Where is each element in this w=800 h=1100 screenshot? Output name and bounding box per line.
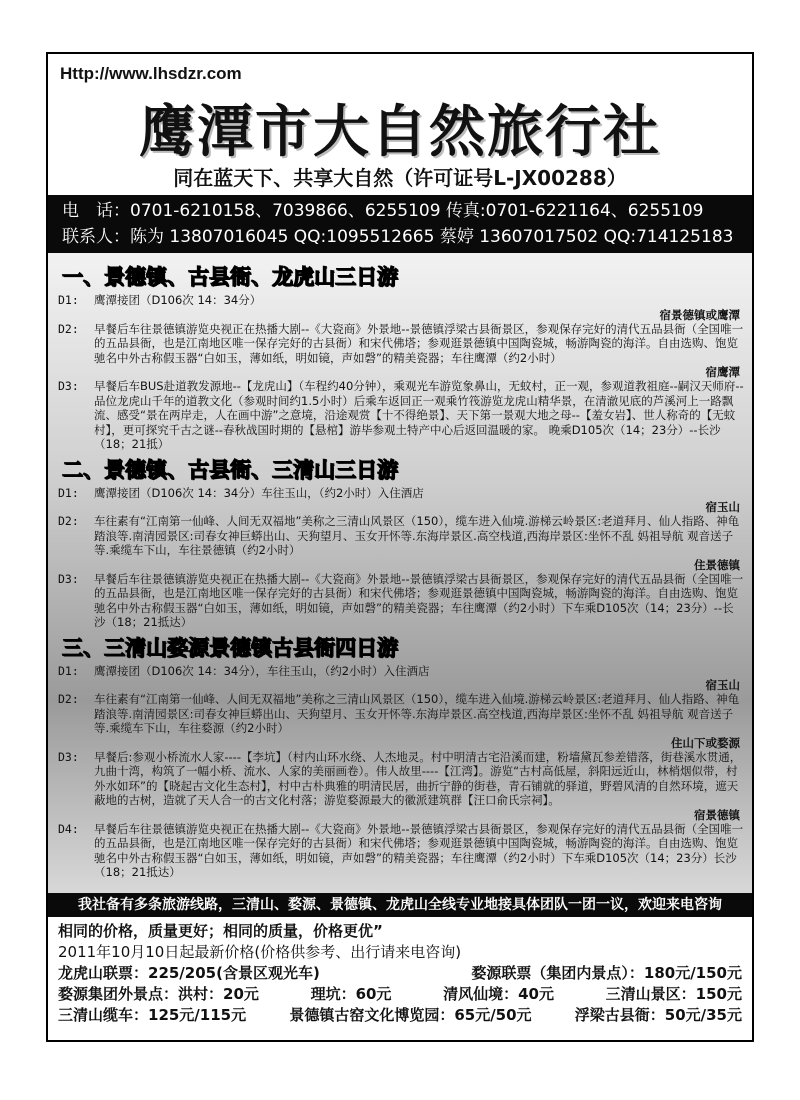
section-title: 一、景德镇、古县衙、龙虎山三日游	[62, 265, 398, 289]
price-item: 清风仙境：40元	[443, 985, 554, 1003]
day-label: D3:	[58, 749, 79, 764]
day-description: 车往素有“江南第一仙峰、人间无双福地”美称之三清山风景区（150），缆车进入仙境.游梯云岭景区:老道拜月、仙人指路、神龟踏浪等.南清园景区:司春女神巨蟒出山、天狗望月、玉女开怀等.东海岸景区.高空栈道,西海岸景区:坐怀不乱 妈祖导航 观音送子等.乘缆车下山，车往景德镇（约2小时）	[94, 514, 740, 557]
itinerary-area	[48, 253, 752, 893]
price-item: 婺源集团外景点：洪村：20元	[58, 985, 259, 1003]
contact-bar	[48, 195, 752, 253]
poster-frame	[46, 52, 754, 1042]
day-label: D1:	[58, 293, 79, 307]
overnight-note: 宿景德镇	[694, 807, 740, 822]
itinerary-day	[58, 692, 744, 736]
itinerary-day	[58, 379, 744, 452]
slogan: 同在蓝天下、共享大自然（许可证号L-JX00288）	[173, 166, 627, 190]
day-label: D4:	[58, 821, 79, 836]
day-description: 早餐后:参观小桥流水人家----【李坑】（村内山环水绕、人杰地灵。村中明清古宅沿溪而建，粉墙黛瓦参差错落，街巷溪水贯通，九曲十湾，构筑了一幅小桥、流水、人家的美丽画卷）。伟人故里----【江湾】。游览“古村高低屋，斜阳远近山，林梢烟似带，村外水如环”的【晓起古文化生态村】，村中古朴典雅的明清民居，曲折宁静的街巷，青石铺就的驿道，野碧风清的自然环境，遮天蔽地的古树，造就了天人合一的古文化村落；游览婺源最大的徽派建筑群【汪口俞氏宗祠】。	[94, 749, 742, 807]
contact-person-line: 联系人：陈为 13807016045 QQ:1095512665 蔡婷 13607017502 QQ:714125183	[62, 227, 734, 247]
day-description: 早餐后车往景德镇游览央视正在热播大剧--《大瓷商》外景地--景德镇浮梁古县衙景区，参观保存完好的清代五品县衙（全国唯一的五品县衙，也是江南地区唯一保存完好的古县衙）和宋代佛塔；参观逛景德镇中国陶瓷城，畅游陶瓷的海洋。自由选购、饱览驰名中外古称假玉器“白如玉，薄如纸，明如镜，声如磬”的精美瓷器；车往鹰潭（约2小时）下车乘D105次（14；23分）--长沙（18；21抵达）	[94, 571, 744, 629]
day-description: 鹰潭接团（D106次 14：34分）车往玉山，（约2小时）入住酒店	[94, 485, 424, 500]
day-label: D3:	[58, 379, 79, 393]
price-item: 龙虎山联票：225/205(含景区观光车)	[58, 964, 320, 982]
itinerary-day	[58, 750, 744, 808]
day-description: 鹰潭接团（D106次 14：34分）	[94, 293, 262, 307]
day-description: 鹰潭接团（D106次 14：34分），车往玉山，（约2小时）入住酒店	[94, 663, 430, 678]
day-description: 早餐后车BUS赴道教发源地--【龙虎山】（车程约40分钟），乘观光车游览象鼻山，无蚊村，正一观，参观道教祖庭--嗣汉天师府--品位龙虎山千年的道教文化（参观时间约1.5小时）后乘车返回正一观乘竹筏游览龙虎山精华景，在清澈见底的芦溪河上一路飘流、感受“景在两岸走，人在画中游”之意境，沿途观赏【十不得绝景】、天下第一景观大地之母--【羞女岩】、世人称奇的【无蚊村】，更可探究千古之谜--春秋战国时期的【悬棺】游毕参观土特产中心后返回温暖的家。 晚乘D105次（14；23分）--长沙（18；21抵）	[94, 379, 744, 451]
price-item: 三清山景区：150元	[605, 985, 742, 1003]
phone-line: 电 话：0701-6210158、7039866、6255109 传真:0701-6221164、6255109	[62, 201, 704, 221]
price-list	[48, 917, 752, 1030]
website-url[interactable]: Http://www.lhsdzr.com	[60, 64, 242, 83]
price-item: 三清山缆车：125元/115元	[58, 1006, 247, 1024]
day-label: D2:	[58, 321, 79, 336]
itinerary-day	[58, 572, 744, 630]
price-row-1	[58, 963, 742, 984]
section-title: 三、三清山婺源景德镇古县衙四日游	[62, 635, 398, 660]
itinerary-day	[58, 514, 744, 558]
day-label: D2:	[58, 692, 79, 706]
price-item: 景德镇古窑文化博览园：65元/50元	[289, 1006, 532, 1024]
day-label: D3:	[58, 571, 79, 586]
price-row-3	[58, 1005, 742, 1026]
day-label: D1:	[58, 485, 79, 500]
overnight-note: 宿鹰潭	[705, 365, 740, 379]
day-description: 早餐后车往景德镇游览央视正在热播大剧--《大瓷商》外景地--景德镇浮梁古县衙景区，参观保存完好的清代五品县衙（全国唯一的五品县衙，也是江南地区唯一保存完好的古县衙）和宋代佛塔；参观逛景德镇中国陶瓷城，畅游陶瓷的海洋。自由选购、饱览驰名中外古称假玉器“白如玉，薄如纸，明如镜，声如磬”的精美瓷器；车往鹰潭（约2小时）下车乘D105次（14；23分）长沙（18；21抵达）	[94, 821, 744, 879]
price-item: 理坑：60元	[310, 985, 392, 1003]
price-row-2	[58, 984, 742, 1005]
itinerary-day	[58, 664, 744, 679]
itinerary-day	[58, 486, 744, 501]
itinerary-day	[58, 822, 744, 880]
agency-title: 鹰潭市大自然旅行社	[139, 100, 661, 165]
day-label: D2:	[58, 514, 79, 528]
overnight-note: 住景德镇	[694, 557, 740, 572]
day-description: 车往素有“江南第一仙峰、人间无双福地”美称之三清山风景区（150），缆车进入仙境.游梯云岭景区:老道拜月、仙人指路、神龟踏浪等.南清园景区:司春女神巨蟒出山、天狗望月、玉女开怀等.东海岸景区.高空栈道,西海岸景区:坐怀不乱 妈祖导航 观音送子等.乘缆车下山，车往婺源（约2小时）	[94, 692, 740, 735]
itinerary-day	[58, 293, 744, 308]
section-title: 二、景德镇、古县衙、三清山三日游	[62, 457, 398, 482]
overnight-note: 住山下或婺源	[671, 735, 740, 750]
overnight-note: 宿玉山	[705, 678, 740, 692]
day-label: D1:	[58, 663, 79, 678]
day-description: 早餐后车往景德镇游览央视正在热播大剧--《大瓷商》外景地--景德镇浮梁古县衙景区，参观保存完好的清代五品县衙（全国唯一的五品县衙，也是江南地区唯一保存完好的古县衙）和宋代佛塔；参观逛景德镇中国陶瓷城，畅游陶瓷的海洋。自由选购、饱览驰名中外古称假玉器“白如玉，薄如纸，明如镜，声如磬”的精美瓷器；车往鹰潭（约2小时）	[94, 321, 744, 365]
info-banner: 我社备有多条旅游线路，三清山、婺源、景德镇、龙虎山全线专业地接具体团队一团一议，欢迎来电咨询	[48, 893, 752, 917]
itinerary-day	[58, 322, 744, 366]
price-item: 婺源联票（集团内景点）：180元/150元	[471, 964, 742, 982]
price-item: 浮梁古县衙：50元/35元	[574, 1006, 742, 1024]
overnight-note: 宿景德镇或鹰潭	[659, 307, 740, 322]
price-motto: 相同的价格，质量更好；相同的质量，价格更优”	[58, 922, 383, 940]
price-date-note: 2011年10月10日起最新价格(价格供参考、出行请来电咨询)	[58, 943, 462, 961]
overnight-note: 宿玉山	[705, 500, 740, 514]
